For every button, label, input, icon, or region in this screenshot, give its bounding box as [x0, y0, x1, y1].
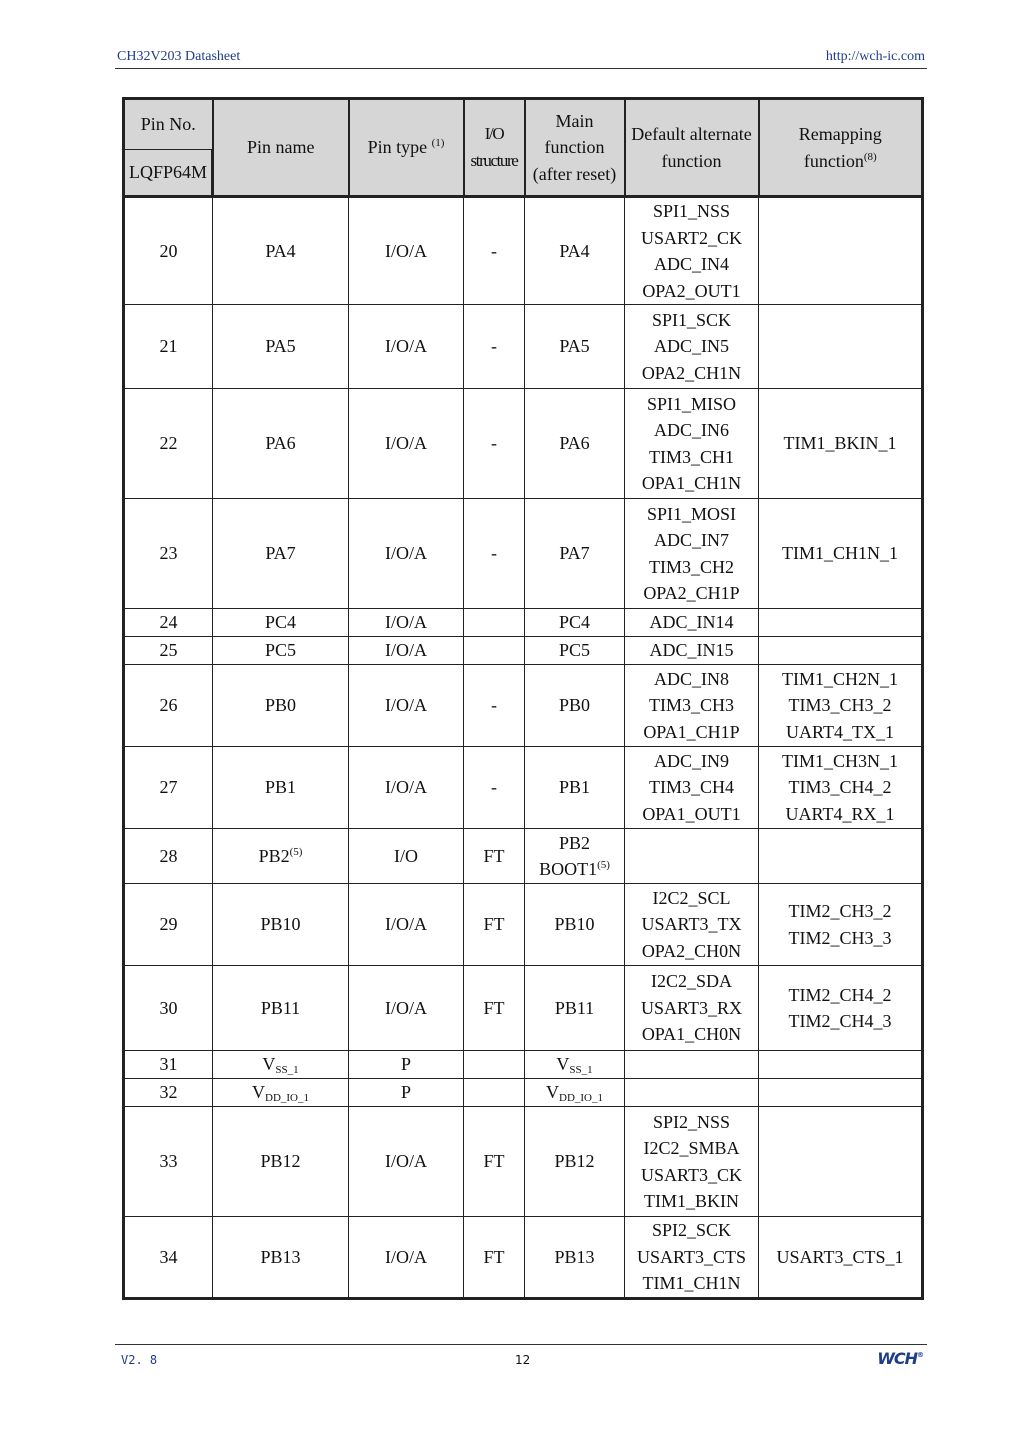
alternate-function-cell: I2C2_SDA USART3_RX OPA1_CH0N [625, 966, 759, 1051]
pin-name-cell: PB11 [213, 966, 349, 1051]
remapping-function-cell [759, 1051, 923, 1079]
alternate-function-cell: ADC_IN15 [625, 637, 759, 665]
pin-type-cell: I/O/A [349, 1217, 464, 1299]
header-io-structure: I/O structure [464, 99, 525, 197]
pin-type-cell: I/O/A [349, 305, 464, 389]
remapping-function-cell [759, 1079, 923, 1107]
pin-number-cell: 28 [124, 829, 213, 884]
pin-type-cell: I/O/A [349, 665, 464, 747]
pin-name-cell: $V_{DD\_IO\_1}$ [213, 1079, 349, 1107]
table-body [124, 197, 923, 1299]
version-label: V2. 8 [121, 1353, 158, 1367]
remapping-function-cell [759, 609, 923, 637]
pin-type-cell: P [349, 1079, 464, 1107]
pin-type-cell: I/O/A [349, 197, 464, 305]
table-row [124, 829, 923, 884]
pin-type-cell: I/O/A [349, 747, 464, 829]
pin-name-cell: PA7 [213, 499, 349, 609]
io-structure-cell [464, 1079, 525, 1107]
main-function-cell: PB11 [525, 966, 625, 1051]
alternate-function-cell: SPI1_NSS USART2_CK ADC_IN4 OPA2_OUT1 [625, 197, 759, 305]
pin-number-cell: 30 [124, 966, 213, 1051]
io-structure-cell: FT [464, 1107, 525, 1217]
main-function-cell: PB12 [525, 1107, 625, 1217]
table-row [124, 1051, 923, 1079]
alternate-function-cell: SPI1_MISO ADC_IN6 TIM3_CH1 OPA1_CH1N [625, 389, 759, 499]
table-row [124, 609, 923, 637]
alternate-function-cell: SPI2_SCK USART3_CTS TIM1_CH1N [625, 1217, 759, 1299]
io-structure-cell: FT [464, 1217, 525, 1299]
header-default-alternate: Default alternate function [625, 99, 759, 197]
alternate-function-cell: ADC_IN8 TIM3_CH3 OPA1_CH1P [625, 665, 759, 747]
main-function-cell: PB13 [525, 1217, 625, 1299]
pin-name-cell: PC5 [213, 637, 349, 665]
remapping-function-cell: TIM1_BKIN_1 [759, 389, 923, 499]
main-function-cell: $V_{SS\_1}$ [525, 1051, 625, 1079]
pin-type-cell: I/O/A [349, 966, 464, 1051]
alternate-function-cell: I2C2_SCL USART3_TX OPA2_CH0N [625, 884, 759, 966]
pin-type-cell: P [349, 1051, 464, 1079]
pin-number-cell: 25 [124, 637, 213, 665]
table-row [124, 197, 923, 305]
alternate-function-cell: SPI1_SCK ADC_IN5 OPA2_CH1N [625, 305, 759, 389]
main-function-cell: $V_{DD\_IO\_1}$ [525, 1079, 625, 1107]
main-function-cell: PB0 [525, 665, 625, 747]
main-function-cell: PA4 [525, 197, 625, 305]
table-row [124, 1107, 923, 1217]
io-structure-cell: - [464, 747, 525, 829]
main-function-cell: PB2 BOOT1$^{(5)}$ [525, 829, 625, 884]
alternate-function-cell: SPI1_MOSI ADC_IN7 TIM3_CH2 OPA2_CH1P [625, 499, 759, 609]
page-header [115, 48, 927, 69]
pin-name-cell: PA5 [213, 305, 349, 389]
pin-type-cell: I/O/A [349, 637, 464, 665]
io-structure-cell: FT [464, 884, 525, 966]
header-main-function: Main function (after reset) [525, 99, 625, 197]
io-structure-cell: FT [464, 829, 525, 884]
pin-number-cell: 31 [124, 1051, 213, 1079]
table-row [124, 499, 923, 609]
pin-type-cell: I/O/A [349, 1107, 464, 1217]
remapping-function-cell: USART3_CTS_1 [759, 1217, 923, 1299]
pin-number-cell: 20 [124, 197, 213, 305]
remapping-function-cell: TIM2_CH4_2 TIM2_CH4_3 [759, 966, 923, 1051]
pin-name-cell: $V_{SS\_1}$ [213, 1051, 349, 1079]
pin-number-cell: 23 [124, 499, 213, 609]
table-row [124, 637, 923, 665]
pin-number-cell: 26 [124, 665, 213, 747]
main-function-cell: PA5 [525, 305, 625, 389]
remapping-function-cell: TIM2_CH3_2 TIM2_CH3_3 [759, 884, 923, 966]
document-title: CH32V203 Datasheet [117, 49, 241, 64]
pin-number-cell: 22 [124, 389, 213, 499]
table-row [124, 884, 923, 966]
table-row [124, 665, 923, 747]
main-function-cell: PC5 [525, 637, 625, 665]
io-structure-cell: - [464, 305, 525, 389]
pin-name-cell: PB12 [213, 1107, 349, 1217]
main-function-cell: PA6 [525, 389, 625, 499]
wch-logo: WCH® [877, 1349, 923, 1368]
pin-name-cell: PB2$^{(5)}$ [213, 829, 349, 884]
header-pin-name: Pin name [213, 99, 349, 197]
pin-number-cell: 34 [124, 1217, 213, 1299]
pin-name-cell: PB1 [213, 747, 349, 829]
page-footer [115, 1344, 927, 1371]
header-package: LQFP64M [124, 150, 213, 197]
remapping-function-cell: TIM1_CH3N_1 TIM3_CH4_2 UART4_RX_1 [759, 747, 923, 829]
main-function-cell: PC4 [525, 609, 625, 637]
remapping-function-cell [759, 829, 923, 884]
table-row [124, 747, 923, 829]
alternate-function-cell: ADC_IN9 TIM3_CH4 OPA1_OUT1 [625, 747, 759, 829]
main-function-cell: PA7 [525, 499, 625, 609]
table-row [124, 1217, 923, 1299]
pin-definition-table [122, 97, 924, 1300]
pin-type-cell: I/O/A [349, 389, 464, 499]
remapping-function-cell [759, 637, 923, 665]
remapping-function-cell [759, 305, 923, 389]
pin-name-cell: PA6 [213, 389, 349, 499]
alternate-function-cell: SPI2_NSS I2C2_SMBA USART3_CK TIM1_BKIN [625, 1107, 759, 1217]
pin-number-cell: 33 [124, 1107, 213, 1217]
pin-type-cell: I/O/A [349, 884, 464, 966]
remapping-function-cell [759, 197, 923, 305]
pin-name-cell: PB10 [213, 884, 349, 966]
table-header [124, 99, 923, 197]
io-structure-cell: FT [464, 966, 525, 1051]
table-row [124, 1079, 923, 1107]
pin-number-cell: 32 [124, 1079, 213, 1107]
table-row [124, 305, 923, 389]
header-remapping: Remapping function$^{(8)}$ [759, 99, 923, 197]
pin-type-cell: I/O/A [349, 499, 464, 609]
page-number: 12 [515, 1353, 531, 1367]
main-function-cell: PB10 [525, 884, 625, 966]
pin-name-cell: PC4 [213, 609, 349, 637]
alternate-function-cell [625, 1051, 759, 1079]
alternate-function-cell [625, 1079, 759, 1107]
pin-name-cell: PB13 [213, 1217, 349, 1299]
io-structure-cell [464, 637, 525, 665]
pin-number-cell: 29 [124, 884, 213, 966]
io-structure-cell [464, 1051, 525, 1079]
remapping-function-cell: TIM1_CH1N_1 [759, 499, 923, 609]
pin-type-cell: I/O [349, 829, 464, 884]
io-structure-cell [464, 609, 525, 637]
io-structure-cell: - [464, 665, 525, 747]
header-pin-type: Pin type $^{(1)}$ [349, 99, 464, 197]
table-row [124, 389, 923, 499]
pin-number-cell: 27 [124, 747, 213, 829]
remapping-function-cell: TIM1_CH2N_1 TIM3_CH3_2 UART4_TX_1 [759, 665, 923, 747]
header-pin-no: Pin No. [124, 99, 213, 150]
pin-number-cell: 24 [124, 609, 213, 637]
io-structure-cell: - [464, 197, 525, 305]
alternate-function-cell: ADC_IN14 [625, 609, 759, 637]
pin-number-cell: 21 [124, 305, 213, 389]
remapping-function-cell [759, 1107, 923, 1217]
io-structure-cell: - [464, 389, 525, 499]
pin-name-cell: PA4 [213, 197, 349, 305]
table-row [124, 966, 923, 1051]
pin-type-cell: I/O/A [349, 609, 464, 637]
website-url[interactable]: http://wch-ic.com [825, 49, 925, 64]
pin-name-cell: PB0 [213, 665, 349, 747]
main-function-cell: PB1 [525, 747, 625, 829]
alternate-function-cell [625, 829, 759, 884]
io-structure-cell: - [464, 499, 525, 609]
